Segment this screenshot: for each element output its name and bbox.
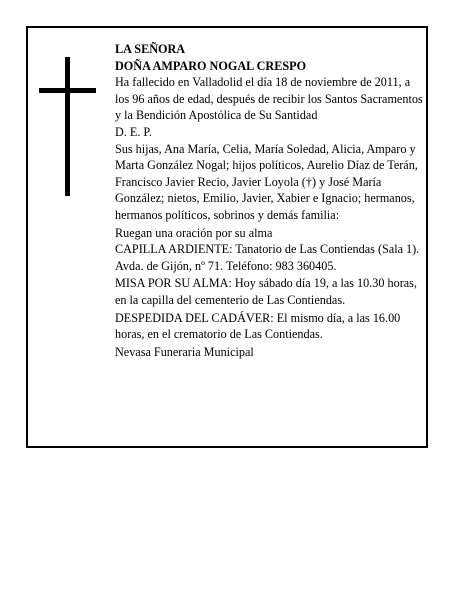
rip-text: D. E. P. — [115, 124, 152, 139]
mass-info: MISA POR SU ALMA: Hoy sábado día 19, a las 10.30 horas, en la capilla del cementerio de Las Contiendas. — [115, 276, 417, 307]
cross-horizontal-bar — [39, 88, 96, 93]
notice-body — [115, 41, 423, 360]
chapel-info: CAPILLA ARDIENTE: Tanatorio de Las Contiendas (Sala 1). Avda. de Gijón, nº 71. Teléfono: 983 360405. — [115, 242, 420, 273]
deceased-name: DOÑA AMPARO NOGAL CRESPO — [115, 58, 307, 73]
family-list: Sus hijas, Ana María, Celia, María Soledad, Alicia, Amparo y Marta González Nogal; hijos políticos, Aurelio Díaz de Terán, Francisco Javier Recio, Javier Loyola (†) y José María González; nietos, Emilio, Javier, Xabier e Ignacio; hermanos, hermanos políticos, sobrinos y demás familia: — [115, 141, 418, 222]
cross-vertical-bar — [65, 57, 70, 196]
obituary-notice — [26, 26, 428, 448]
prayer-request: Ruegan una oración por su alma — [115, 225, 273, 240]
death-announcement: Ha fallecido en Valladolid el día 18 de noviembre de 2011, a los 96 años de edad, después de recibir los Santos Sacramentos y la Bendición Apostólica de Su Santidad — [115, 75, 423, 123]
farewell-info: DESPEDIDA DEL CADÁVER: El mismo día, a las 16.00 horas, en el crematorio de Las Contiendas. — [115, 310, 401, 342]
funeral-home: Nevasa Funeraria Municipal — [115, 344, 254, 359]
notice-title: LA SEÑORA — [115, 42, 186, 56]
